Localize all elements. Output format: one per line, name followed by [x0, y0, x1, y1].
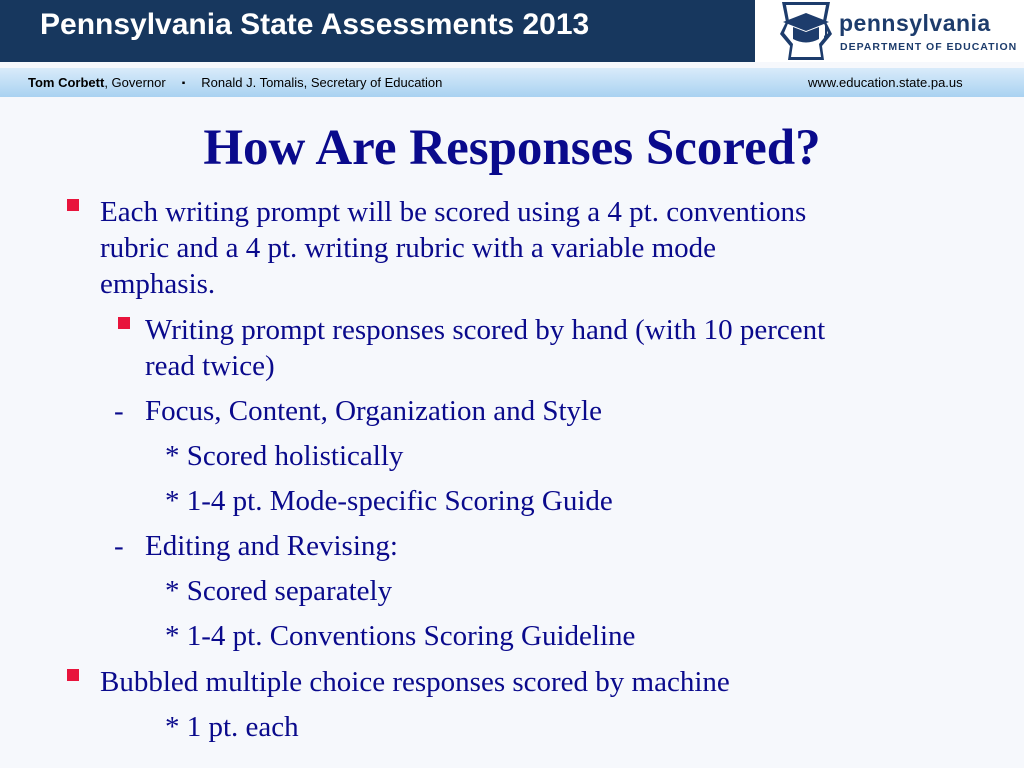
header-title: Pennsylvania State Assessments 2013 — [40, 8, 590, 41]
bullet-text: rubric and a 4 pt. writing rubric with a variable mode — [100, 232, 717, 264]
slide-header — [0, 0, 1024, 62]
separator: ▪ — [181, 78, 186, 89]
sub-bullet-text: Writing prompt responses scored by hand (with 10 percent — [145, 314, 826, 346]
dash-marker: - — [114, 395, 124, 427]
logo-wordmark: pennsylvania — [839, 10, 991, 36]
logo-department: DEPARTMENT OF EDUCATION — [840, 41, 1018, 53]
bullet-text: Each writing prompt will be scored using a 4 pt. conventions — [100, 196, 807, 228]
detail-text: * Scored holistically — [165, 440, 404, 472]
secretary-credit: Ronald J. Tomalis, Secretary of Education — [201, 75, 443, 90]
governor-bar — [0, 68, 1024, 97]
governor-credits — [28, 75, 442, 90]
bullet-text: Bubbled multiple choice responses scored by machine — [100, 666, 730, 698]
sub-bullet-text: read twice) — [145, 350, 275, 382]
detail-text: * 1-4 pt. Conventions Scoring Guideline — [165, 620, 636, 652]
detail-text: * Scored separately — [165, 575, 393, 607]
bullet-text: emphasis. — [100, 268, 216, 300]
governor-name: Tom Corbett — [28, 75, 105, 90]
website-link[interactable]: www.education.state.pa.us — [808, 75, 963, 90]
bullet-square — [67, 669, 79, 681]
bullet-square — [67, 199, 79, 211]
governor-role: , Governor — [104, 75, 166, 90]
pa-education-logo — [776, 0, 1016, 62]
detail-text: * 1-4 pt. Mode-specific Scoring Guide — [165, 485, 613, 517]
detail-text: * 1 pt. each — [165, 711, 299, 743]
header-bar — [0, 0, 755, 62]
dash-marker: - — [114, 530, 124, 562]
dash-item-text: Editing and Revising: — [145, 530, 398, 562]
slide-title: How Are Responses Scored? — [203, 120, 821, 176]
bullet-square — [118, 317, 130, 329]
dash-item-text: Focus, Content, Organization and Style — [145, 395, 602, 427]
keystone-graduation-cap-icon — [776, 0, 836, 62]
